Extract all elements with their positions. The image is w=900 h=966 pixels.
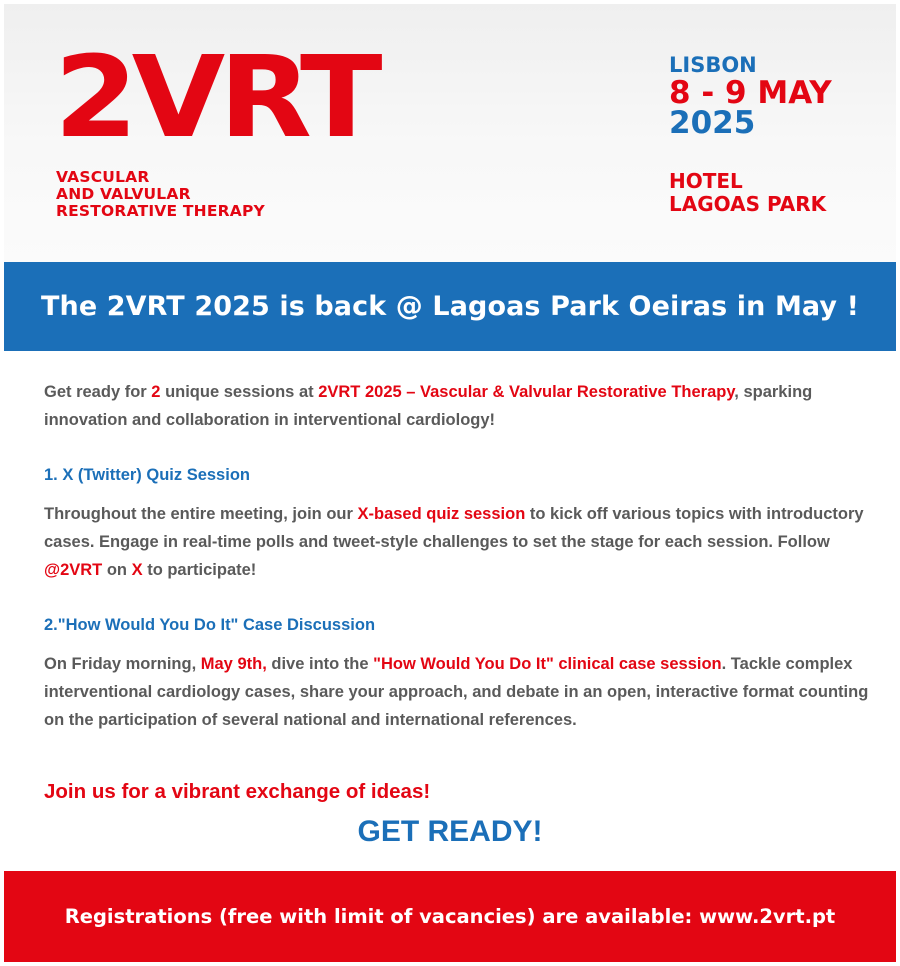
quiz-session-highlight: X-based quiz session	[357, 505, 526, 523]
section-2-title: 2."How Would You Do It" Case Discussion	[44, 616, 376, 634]
registration-text: Registrations (free with limit of vacancies) are available: www.2vrt.pt	[64, 905, 836, 928]
section-1-title: 1. X (Twitter) Quiz Session	[44, 466, 250, 484]
venue-line: HOTEL	[669, 169, 743, 193]
event-info	[669, 54, 889, 216]
case-session-highlight: "How Would You Do It" clinical case session	[373, 655, 722, 673]
text: to kick off various topics with introductory cases. Engage in real-time polls and tweet-style challenges to set the stage for each session. Follow	[44, 505, 864, 551]
session-count: 2	[151, 383, 161, 401]
event-city: LISBON	[669, 53, 757, 77]
platform-name: X	[131, 561, 143, 579]
logo: 2VRT	[54, 33, 377, 163]
section-1-body	[44, 500, 884, 584]
logo-subtitle-line: AND VALVULAR	[56, 185, 191, 203]
event-name: 2VRT 2025 – Vascular & Valvular Restorative Therapy	[318, 383, 735, 401]
text: to participate!	[142, 561, 257, 579]
event-venue	[669, 170, 889, 216]
text: dive into the	[266, 655, 374, 673]
text: . Tackle complex interventional cardiology cases, share your approach, and debate in an open, interactive format counting on the participation of several national and international references.	[44, 655, 869, 729]
text: Get ready for	[44, 383, 152, 401]
header	[4, 4, 896, 262]
headline-banner	[4, 262, 896, 351]
section-2-body	[44, 650, 884, 734]
session-date: May 9th,	[200, 655, 267, 673]
text: On Friday morning,	[44, 655, 201, 673]
logo-subtitle-line: RESTORATIVE THERAPY	[56, 202, 265, 220]
headline: The 2VRT 2025 is back @ Lagoas Park Oeiras in May !	[40, 291, 860, 322]
intro-paragraph	[44, 378, 884, 434]
call-to-action: Join us for a vibrant exchange of ideas!	[44, 780, 431, 803]
logo-subtitle-line: VASCULAR	[56, 168, 150, 186]
logo-subtitle	[56, 169, 356, 220]
get-ready-heading: GET READY!	[357, 815, 543, 848]
main-content	[44, 378, 884, 806]
registration-footer	[4, 871, 896, 962]
text: Throughout the entire meeting, join our	[44, 505, 358, 523]
text: unique sessions at	[160, 383, 319, 401]
text: on	[102, 561, 132, 579]
venue-line: LAGOAS PARK	[669, 192, 827, 216]
event-year: 2025	[669, 105, 756, 141]
event-dates: 8 - 9 MAY	[669, 75, 832, 111]
x-handle: @2VRT	[44, 561, 103, 579]
text: , sparking innovation and collaboration in interventional cardiology!	[44, 383, 813, 429]
